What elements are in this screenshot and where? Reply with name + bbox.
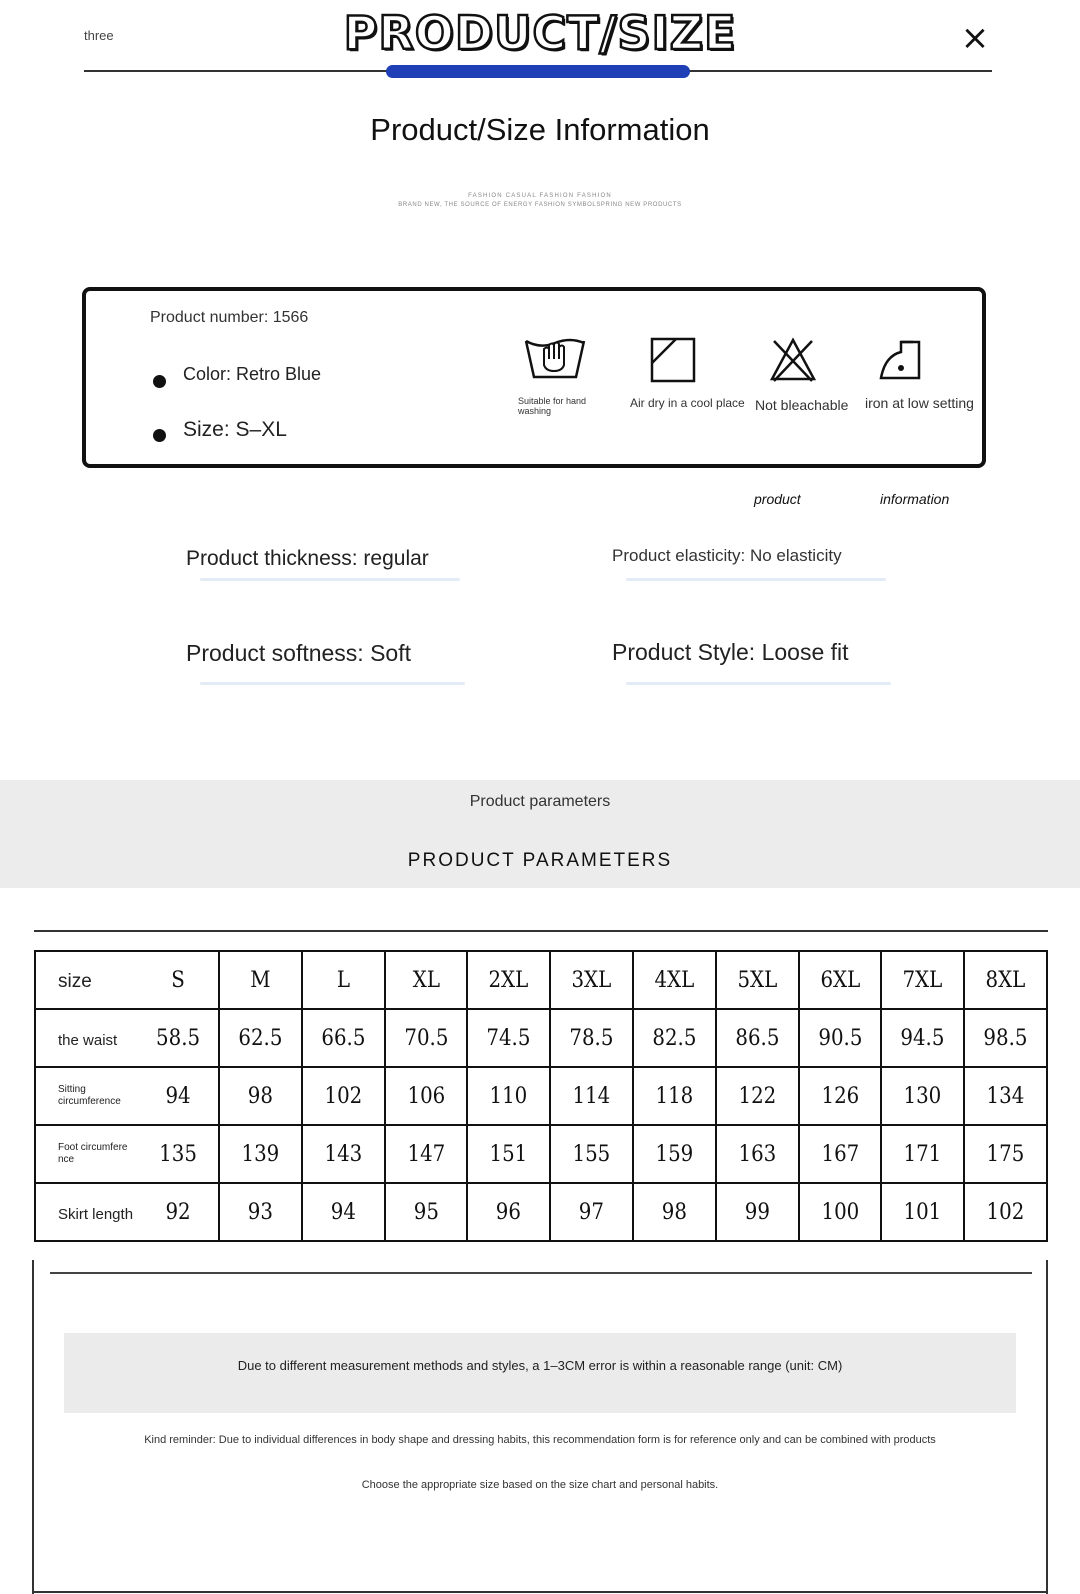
page-title: PRODUCT/SIZE — [343, 6, 737, 60]
table-cell: 86.5 — [720, 1009, 795, 1067]
row-label: Sitting circumference — [58, 1084, 121, 1107]
table-cell: 167 — [803, 1125, 878, 1183]
row-label: the waist — [58, 1032, 118, 1049]
table-cell: 147 — [389, 1125, 464, 1183]
decorative-line — [626, 682, 891, 685]
note-divider — [50, 1272, 1032, 1274]
table-row — [35, 1067, 1047, 1125]
table-cell: 97 — [554, 1183, 629, 1241]
parameters-subtitle: PRODUCT PARAMETERS — [407, 850, 673, 871]
table-cell: 98.5 — [968, 1009, 1043, 1067]
kind-reminder: Kind reminder: Due to individual differences in body shape and dressing habits, this recommendation form is for reference only and can be combined with products — [144, 1434, 936, 1446]
decorative-line — [626, 578, 886, 581]
care-label-bleach: Not bleachable — [755, 397, 849, 413]
table-row — [35, 1009, 1047, 1067]
table-cell: 175 — [968, 1125, 1043, 1183]
measurement-note: Due to different measurement methods and styles, a 1–3CM error is within a reasonable range (unit: CM) — [237, 1358, 843, 1373]
table-cell: M — [223, 951, 298, 1009]
table-cell: 159 — [637, 1125, 712, 1183]
note-band — [64, 1333, 1016, 1413]
table-cell: 94.5 — [886, 1009, 961, 1067]
table-cell: 155 — [554, 1125, 629, 1183]
table-cell: 58.5 — [142, 1009, 215, 1067]
table-cell: 8XL — [968, 951, 1043, 1009]
no-bleach-icon — [770, 337, 816, 383]
table-cell: 102 — [306, 1067, 381, 1125]
table-cell: XL — [389, 951, 464, 1009]
care-label-wash: Suitable for hand washing — [518, 396, 587, 416]
table-row — [35, 1125, 1047, 1183]
table-cell: 118 — [637, 1067, 712, 1125]
table-cell: 143 — [306, 1125, 381, 1183]
table-cell: 96 — [472, 1183, 547, 1241]
table-cell: 98 — [223, 1067, 298, 1125]
table-cell: 66.5 — [306, 1009, 381, 1067]
table-cell: 99 — [720, 1183, 795, 1241]
product-color: Color: Retro Blue — [183, 364, 322, 384]
table-cell: 106 — [389, 1067, 464, 1125]
row-label-cell — [35, 1067, 138, 1125]
section-title: Product/Size Information — [370, 112, 710, 147]
product-word: product — [754, 491, 801, 507]
information-word: information — [880, 491, 950, 507]
tagline-line-2: BRAND NEW, THE SOURCE OF ENERGY FASHION SYMBOLSPRING NEW PRODUCTS — [398, 202, 682, 208]
table-cell: 94 — [306, 1183, 381, 1241]
bullet-dot — [153, 429, 166, 442]
product-number: Product number: 1566 — [150, 309, 309, 326]
table-cell: 94 — [142, 1067, 215, 1125]
row-label-cell — [35, 1009, 138, 1067]
note-frame — [1046, 1260, 1048, 1594]
table-cell: 130 — [886, 1067, 961, 1125]
table-cell: 6XL — [803, 951, 878, 1009]
product-size-range: Size: S–XL — [183, 418, 287, 441]
note-frame — [32, 1260, 34, 1594]
table-cell: 2XL — [472, 951, 547, 1009]
row-label-cell — [35, 951, 138, 1009]
tagline-line-1: FASHION CASUAL FASHION FASHION — [468, 193, 612, 199]
table-cell: 82.5 — [637, 1009, 712, 1067]
table-cell: 135 — [142, 1125, 215, 1183]
row-label-cell — [35, 1125, 138, 1183]
attribute-softness: Product softness: Soft — [186, 640, 412, 666]
parameters-title: Product parameters — [469, 793, 611, 810]
table-cell: 93 — [223, 1183, 298, 1241]
table-cell: 62.5 — [223, 1009, 298, 1067]
table-cell: 92 — [142, 1183, 215, 1241]
iron-low-icon — [877, 338, 923, 382]
size-advice: Choose the appropriate size based on the size chart and personal habits. — [361, 1479, 719, 1491]
row-label: Foot circumfere nce — [58, 1142, 128, 1165]
table-cell: 102 — [968, 1183, 1043, 1241]
table-cell: 5XL — [720, 951, 795, 1009]
decorative-line — [200, 578, 460, 581]
table-cell: 126 — [803, 1067, 878, 1125]
row-label: Skirt length — [58, 1206, 134, 1223]
table-cell: 74.5 — [472, 1009, 547, 1067]
bullet-dot — [153, 375, 166, 388]
table-cell: 163 — [720, 1125, 795, 1183]
table-cell: 4XL — [637, 951, 712, 1009]
hand-wash-icon — [524, 335, 586, 381]
size-table — [34, 950, 1048, 1242]
table-cell: S — [142, 951, 215, 1009]
row-label-cell — [35, 1183, 138, 1241]
table-cell: 134 — [968, 1067, 1043, 1125]
table-cell: 98 — [637, 1183, 712, 1241]
close-button[interactable]: × — [960, 18, 990, 58]
table-cell: 122 — [720, 1067, 795, 1125]
attribute-style: Product Style: Loose fit — [612, 639, 849, 665]
table-cell: 110 — [472, 1067, 547, 1125]
table-row — [35, 951, 1047, 1009]
decorative-line — [200, 682, 465, 685]
table-cell: 171 — [886, 1125, 961, 1183]
table-cell: 100 — [803, 1183, 878, 1241]
table-row — [35, 1183, 1047, 1241]
table-cell: 151 — [472, 1125, 547, 1183]
attribute-elasticity: Product elasticity: No elasticity — [612, 546, 842, 565]
table-cell: 101 — [886, 1183, 961, 1241]
table-cell: 90.5 — [803, 1009, 878, 1067]
note-frame — [32, 1591, 1048, 1593]
table-cell: 70.5 — [389, 1009, 464, 1067]
table-cell: L — [306, 951, 381, 1009]
table-cell: 139 — [223, 1125, 298, 1183]
air-dry-icon — [650, 337, 696, 383]
table-cell: 3XL — [554, 951, 629, 1009]
care-label-iron: iron at low setting — [865, 395, 974, 411]
header-accent-bar — [386, 65, 690, 78]
table-cell: 78.5 — [554, 1009, 629, 1067]
table-cell: 95 — [389, 1183, 464, 1241]
table-cell: 7XL — [886, 951, 961, 1009]
table-cell: 114 — [554, 1067, 629, 1125]
row-label: size — [58, 971, 92, 992]
attribute-thickness: Product thickness: regular — [186, 547, 429, 570]
care-label-dry: Air dry in a cool place — [630, 396, 745, 410]
top-label: three — [84, 28, 114, 43]
table-top-rule — [34, 930, 1048, 932]
